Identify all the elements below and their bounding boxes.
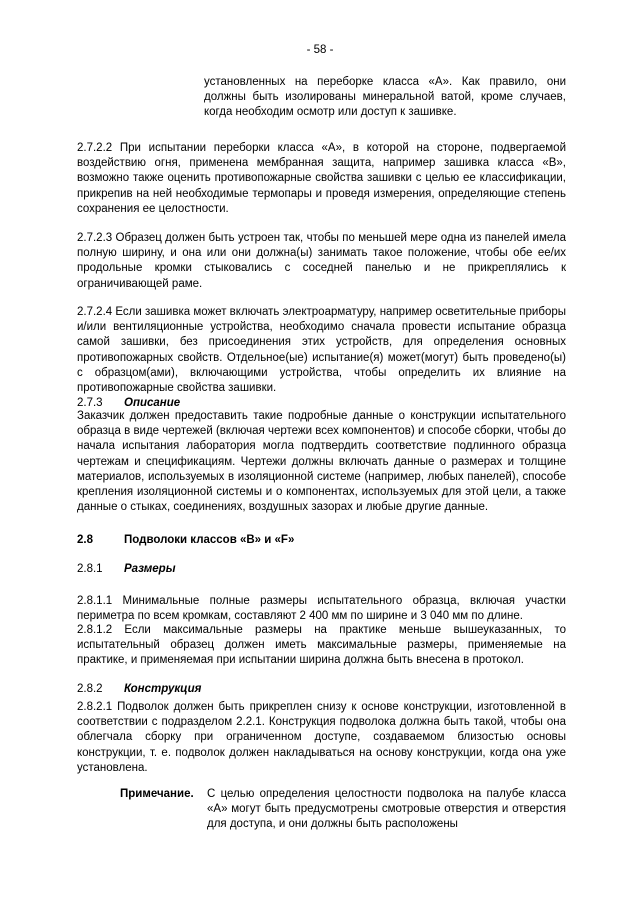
paragraph-2-7-2-3: 2.7.2.3 Образец должен быть устроен так, чтобы по меньшей мере одна из панелей имела полную ширину, и она или они должна(ы) занимать такое положение, чтобы обе ее/их продольные кромки стыковались с соседней панелью и не прикреплялись к ограничивающей раме. [77,232,566,290]
paragraph-2-7-3: Заказчик должен предоставить такие подробные данные о конструкции испытательного образца в виде чертежей (включая чертежи всех компонентов) и способе сборки, чтобы до начала испытания лаборатория могла подтвердить соответствие подлинного образца чертежам и спецификациям. Чертежи должны включать данные о размерах и толщине материалов, используемых в изоляционной системе (например, любых панелей), способе крепления изоляционной системы и о компонентах, используемых для этой цели, а также данные о стыках, соединениях, воздушных зазорах и любые другие данные. [77,410,566,514]
paragraph-2-8-1-1: 2.8.1.1 Минимальные полные размеры испытательного образца, включая участки периметра по всем кромкам, составляют 2 400 мм по ширине и 3 040 мм по длине. [77,595,566,623]
paragraph-2-7-2-4: 2.7.2.4 Если зашивка может включать электроарматуру, например осветительные приборы и/или вентиляционные устройства, необходимо сначала провести испытание образца самой зашивки, без присоединения этих устройств, для определения основных противопожарных свойств. Отдельное(ые) испытание(я) может(могут) быть проведено(ы) с образцом(ами), включающими устройства, чтобы определить их влияние на противопожарные свойства зашивки. [77,306,566,395]
section-title: Конструкция [124,683,202,695]
note-text: С целью определения целостности подволока на палубе класса «А» могут быть предусмотрены смотровые отверстия и отверстия для доступа, и они должны быть расположены [207,788,566,831]
note-label: Примечание. [120,788,194,800]
section-title: Описание [124,397,181,409]
section-heading-2-8-1 [77,562,176,577]
paragraph-2-8-1-2: 2.8.1.2 Если максимальные размеры на практике меньше вышеуказанных, то испытательный образец должен иметь максимальные размеры, применяемые на практике, и применяемая при испытании ширина должна быть внесена в протокол. [77,624,566,667]
section-title: Размеры [124,563,176,575]
paragraph-2-8-2-1: 2.8.2.1 Подволок должен быть прикреплен снизу к основе конструкции, изготовленной в соответствии с подразделом 2.2.1. Конструкция подволока должна быть такой, чтобы она облегчала сборку при ограниченном доступе, создаваемом близостью основы конструкции, т. е. подволок должен накладываться на основу конструкции, когда она уже установлена. [77,701,566,774]
section-title: Подволоки классов «В» и «F» [124,534,295,546]
section-heading-2-8-2 [77,682,201,697]
section-heading-2-8 [77,533,294,548]
paragraph-2-7-2-2: 2.7.2.2 При испытании переборки класса «А», в которой на стороне, подвергаемой воздействию огня, применена мембранная защита, например зашивка класса «В», возможно также оценить противопожарные свойства зашивки с целью ее классификации, прикрепив на ней необходимые термопары и проведя измерения, определяющие степень сохранения ее целостности. [77,142,566,215]
section-number: 2.7.3 [77,397,103,409]
section-number: 2.8 [77,534,93,546]
paragraph-continuation: установленных на переборке класса «А». Как правило, они должны быть изолированы минеральной ватой, кроме случаев, когда необходим осмотр или доступ к зашивке. [204,76,566,119]
section-number: 2.8.1 [77,563,103,575]
section-number: 2.8.2 [77,683,103,695]
page-number: - 58 - [306,44,334,56]
